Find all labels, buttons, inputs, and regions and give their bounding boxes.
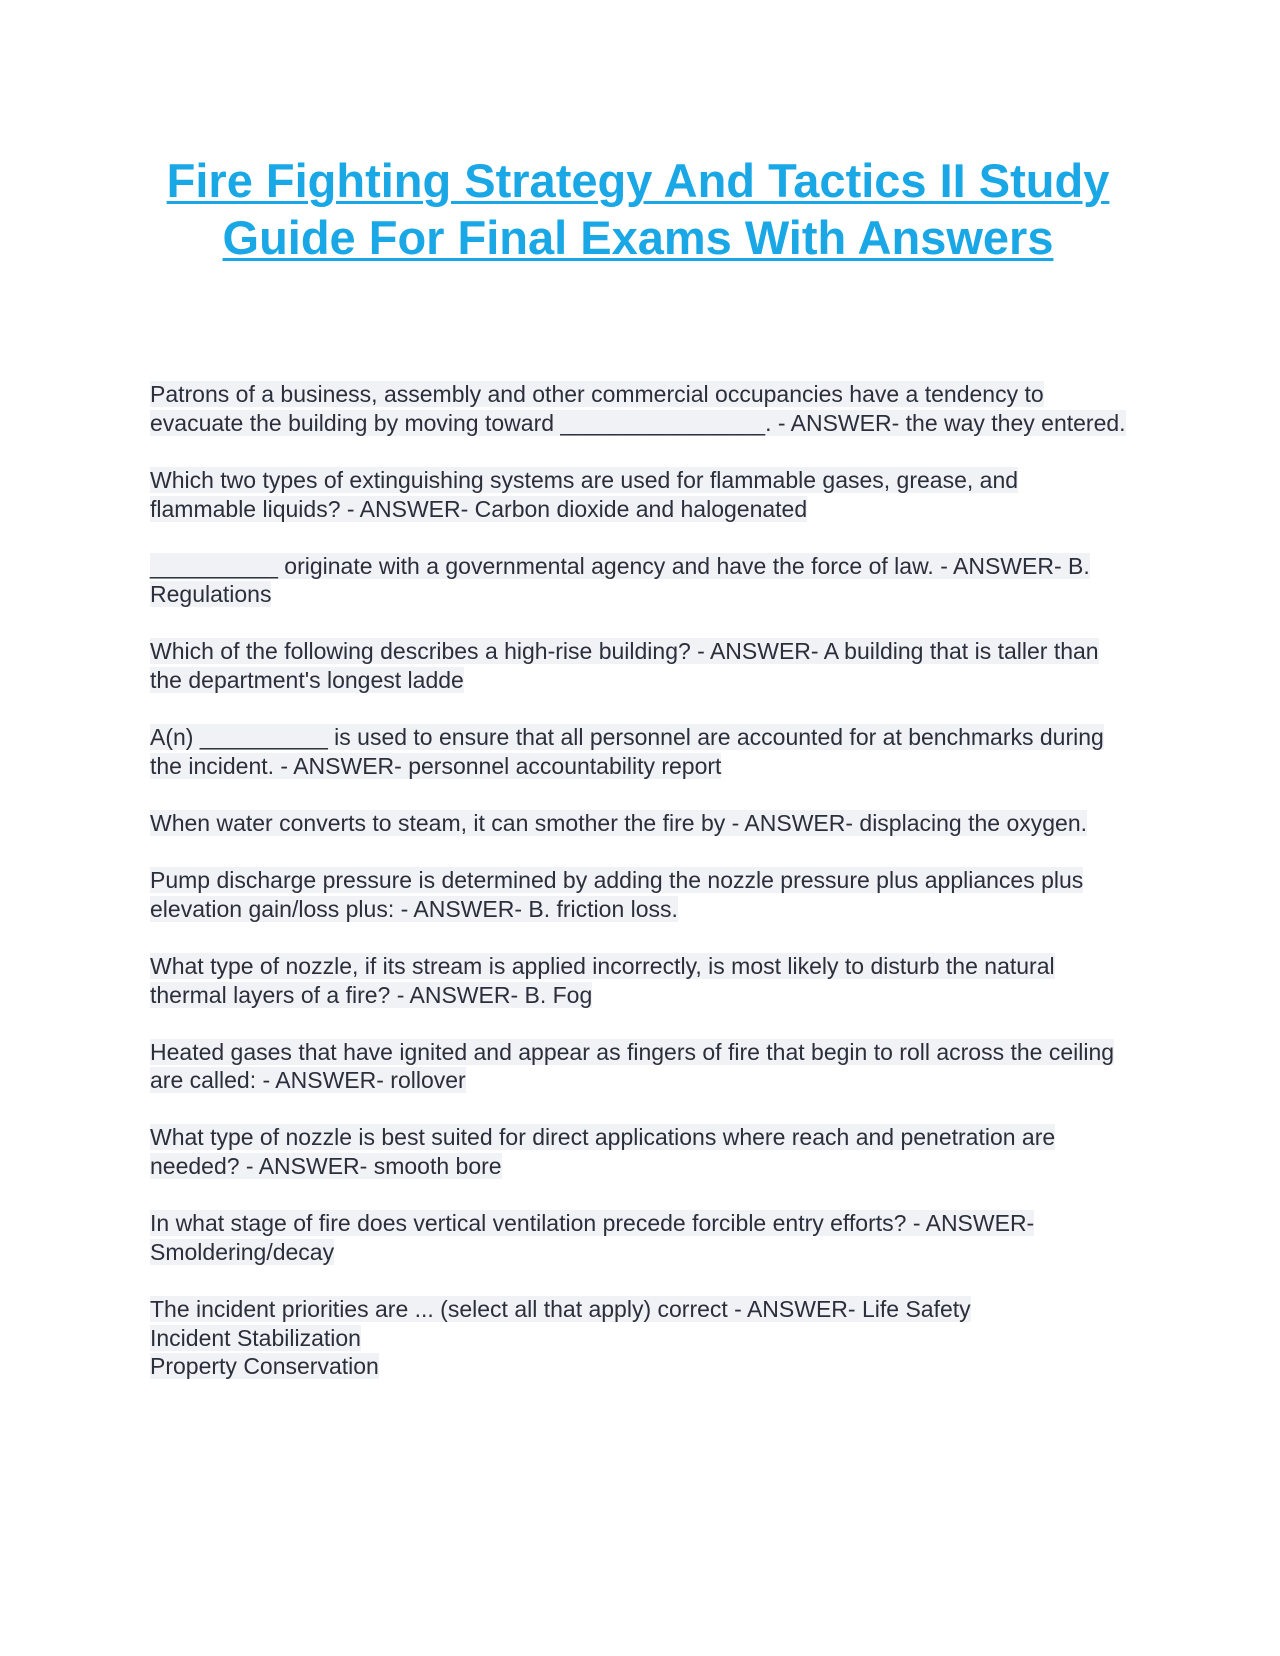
qa-text: Patrons of a business, assembly and other commercial occupancies have a tendency to evacuate the building by moving toward ________________. - ANSWER- the way they entered.: [150, 381, 1126, 436]
qa-text: __________ originate with a governmental agency and have the force of law. - ANSWER- B. Regulations: [150, 552, 1090, 608]
qa-item: [150, 1038, 1130, 1095]
qa-item: [150, 866, 1130, 923]
qa-item: [150, 466, 1130, 523]
qa-text: Property Conservation: [150, 1353, 379, 1380]
qa-text: Which two types of extinguishing systems are used for flammable gases, grease, and flammable liquids? - ANSWER- Carbon dioxide and halogenated: [150, 466, 1019, 522]
qa-text: Pump discharge pressure is determined by adding the nozzle pressure plus appliances plus elevation gain/loss plus: - ANSWER- B. friction loss.: [150, 867, 1084, 922]
qa-list: [150, 380, 1130, 1410]
qa-item-incident-priorities: [150, 1295, 1130, 1381]
qa-text: Which of the following describes a high-rise building? - ANSWER- A building that is taller than the department's longest ladde: [150, 638, 1099, 694]
qa-item: [150, 1209, 1130, 1266]
document-title: [150, 152, 1126, 266]
qa-text: What type of nozzle, if its stream is applied incorrectly, is most likely to disturb the natural thermal layers of a fire? - ANSWER- B. Fog: [150, 952, 1055, 1008]
title-link[interactable]: Fire Fighting Strategy And Tactics II Study Guide For Final Exams With Answers: [166, 154, 1110, 264]
qa-item: [150, 552, 1130, 609]
qa-line: [150, 1324, 1130, 1353]
qa-item: [150, 637, 1130, 694]
qa-text: In what stage of fire does vertical ventilation precede forcible entry efforts? - ANSWER- Smoldering/decay: [150, 1210, 1035, 1265]
qa-text: Incident Stabilization: [150, 1324, 361, 1351]
qa-line: [150, 1352, 1130, 1381]
qa-item: [150, 952, 1130, 1009]
qa-text: Heated gases that have ignited and appear as fingers of fire that begin to roll across the ceiling are called: - ANSWER- rollover: [150, 1038, 1115, 1094]
qa-item: [150, 809, 1130, 838]
qa-item: [150, 723, 1130, 780]
qa-text: A(n) __________ is used to ensure that all personnel are accounted for at benchmarks during the incident. - ANSWER- personnel accountability report: [150, 724, 1104, 779]
qa-item: [150, 380, 1130, 437]
qa-text: The incident priorities are ... (select all that apply) correct - ANSWER- Life Safety: [150, 1296, 971, 1323]
qa-line: [150, 1295, 1130, 1324]
qa-text: What type of nozzle is best suited for direct applications where reach and penetration are needed? - ANSWER- smooth bore: [150, 1124, 1056, 1180]
qa-text: When water converts to steam, it can smother the fire by - ANSWER- displacing the oxygen.: [150, 809, 1088, 836]
qa-item: [150, 1123, 1130, 1180]
